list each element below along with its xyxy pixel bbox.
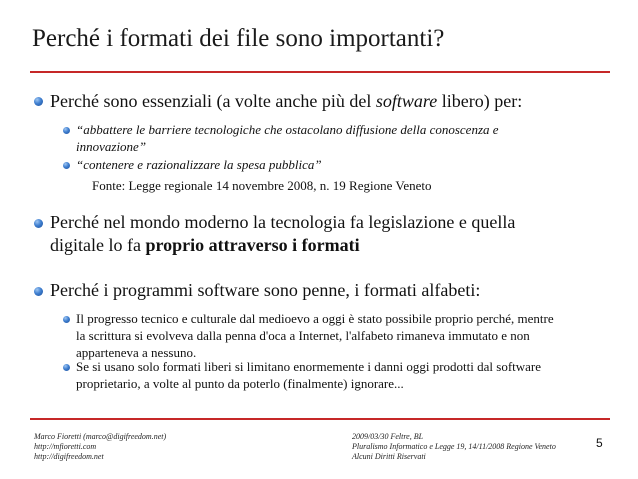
quote2: “contenere e razionalizzare la spesa pubblica” [76, 157, 322, 172]
page-number: 5 [596, 436, 603, 450]
quote1-line1: “abbattere le barriere tecnologiche che ostacolano diffusione della conoscenza e [76, 122, 499, 137]
source-citation: Fonte: Legge regionale 14 novembre 2008, n. 19 Regione Veneto [92, 178, 432, 193]
footer-date: 2009/03/30 Feltre, BL [352, 432, 424, 441]
bullet-icon [63, 127, 70, 134]
title-divider [30, 71, 610, 73]
section1-lead: Perché sono essenziali (a volte anche più del software libero) per: [50, 91, 523, 111]
bullet-icon [63, 364, 70, 371]
footer-event: Pluralismo Informatico e Legge 19, 14/11/2008 Regione Veneto [352, 442, 556, 451]
bullet-icon [34, 287, 43, 296]
item1-line2: la scrittura si evolveva dalla penna d'oca a Internet, l'alfabeto rimaneva immutato e non [76, 328, 530, 343]
section2-line2: digitale lo fa proprio attraverso i formati [50, 235, 360, 255]
bullet-icon [63, 316, 70, 323]
section3-lead: Perché i programmi software sono penne, i formati alfabeti: [50, 280, 481, 300]
section2-line1: Perché nel mondo moderno la tecnologia fa legislazione e quella [50, 212, 516, 232]
bullet-icon [34, 219, 43, 228]
slide-title: Perché i formati dei file sono importanti? [32, 25, 445, 52]
footer-url-1: http://mfioretti.com [34, 442, 97, 451]
footer-url-2: http://digifreedom.net [34, 452, 104, 461]
bullet-icon [63, 162, 70, 169]
item2-line2: proprietario, a volte al punto da poterlo (finalmente) ignorare... [76, 376, 404, 391]
bullet-icon [34, 97, 43, 106]
footer-author: Marco Fioretti (marco@digifreedom.net) [34, 432, 167, 441]
quote1-line2: innovazione” [76, 139, 147, 154]
item1-line1: Il progresso tecnico e culturale dal medioevo a oggi è stato possibile proprio perché, mentre [76, 311, 554, 326]
item1-line3: apparteneva a nessuno. [76, 345, 197, 360]
item2-line1: Se si usano solo formati liberi si limitano enormemente i danni oggi prodotti dal software [76, 359, 542, 374]
footer-rights: Alcuni Diritti Riservati [352, 452, 426, 461]
footer-divider [30, 418, 610, 420]
